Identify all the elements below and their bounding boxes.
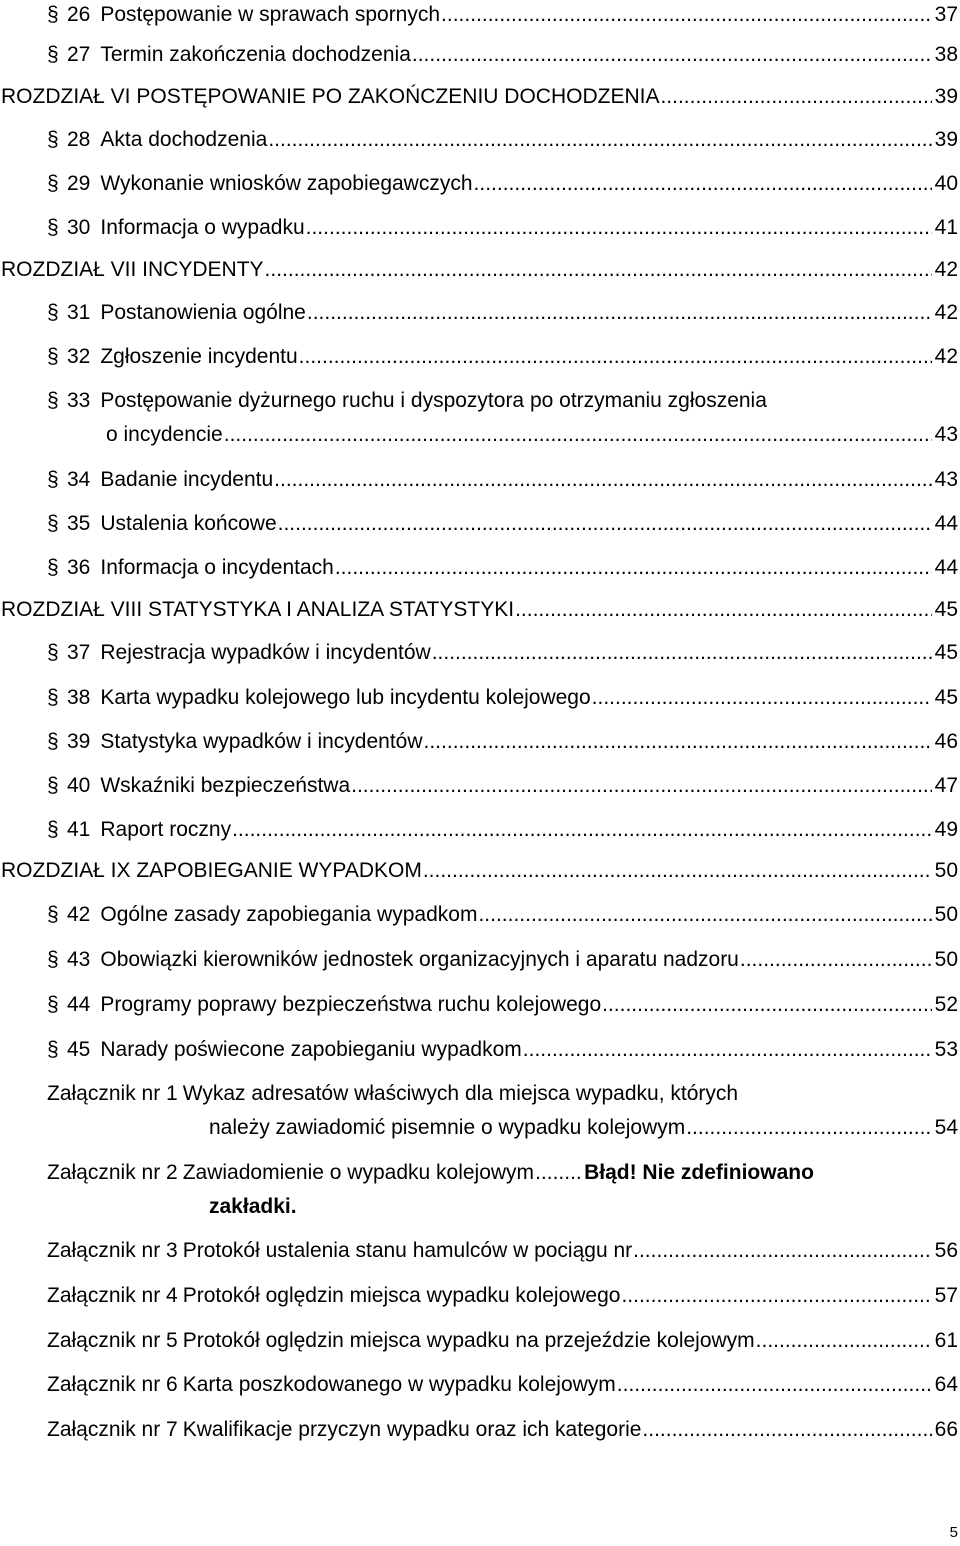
dot-leader bbox=[515, 595, 932, 625]
page-ref: 42 bbox=[934, 301, 958, 324]
toc-entry[interactable] bbox=[47, 298, 958, 328]
toc-entry-continuation[interactable] bbox=[106, 420, 958, 450]
bookmark-error-continuation: zakładki. bbox=[209, 1195, 297, 1218]
section-number: 45 bbox=[67, 1038, 91, 1061]
section-number: 40 bbox=[67, 774, 91, 797]
annex-title: Protokół oględzin miejsca wypadku kolejowego bbox=[182, 1284, 621, 1307]
annex-label: Załącznik nr 6 bbox=[47, 1373, 178, 1396]
annex-label: Załącznik nr 2 bbox=[47, 1161, 178, 1184]
section-number: 43 bbox=[67, 948, 91, 971]
toc-entry[interactable] bbox=[47, 683, 958, 713]
dot-leader bbox=[602, 990, 932, 1020]
dot-leader bbox=[535, 1158, 581, 1188]
dot-leader bbox=[686, 1113, 931, 1143]
annex-label: Załącznik nr 7 bbox=[47, 1418, 178, 1441]
bookmark-error: Błąd! Nie zdefiniowano bbox=[584, 1161, 814, 1184]
page-ref: 50 bbox=[934, 948, 958, 971]
toc-entry[interactable] bbox=[47, 213, 958, 243]
dot-leader bbox=[268, 125, 931, 155]
dot-leader bbox=[660, 82, 931, 112]
toc-annex[interactable] bbox=[47, 1415, 958, 1445]
dot-leader bbox=[232, 815, 932, 845]
toc-chapter[interactable] bbox=[1, 82, 958, 112]
entry-title: Karta wypadku kolejowego lub incydentu kolejowego bbox=[100, 686, 591, 709]
annex-title: Karta poszkodowanego w wypadku kolejowym bbox=[182, 1373, 616, 1396]
paragraph-icon: § bbox=[47, 993, 59, 1016]
page-ref: 41 bbox=[934, 216, 958, 239]
paragraph-icon: § bbox=[47, 730, 59, 753]
page-ref: 43 bbox=[934, 423, 958, 446]
chapter-title: ROZDZIAŁ VIII STATYSTYKA I ANALIZA STATYSTYKI bbox=[1, 598, 515, 621]
page-ref: 38 bbox=[934, 43, 958, 66]
toc-entry[interactable] bbox=[47, 945, 958, 975]
paragraph-icon: § bbox=[47, 172, 59, 195]
page-ref: 45 bbox=[934, 641, 958, 664]
toc-entry[interactable] bbox=[47, 169, 958, 199]
annex-title: Wykaz adresatów właściwych dla miejsca wypadku, których bbox=[182, 1082, 739, 1105]
page-ref: 56 bbox=[934, 1239, 958, 1262]
dot-leader bbox=[617, 1370, 932, 1400]
page-ref: 53 bbox=[934, 1038, 958, 1061]
entry-title: Raport roczny bbox=[100, 818, 232, 841]
paragraph-icon: § bbox=[47, 641, 59, 664]
toc-entry[interactable] bbox=[47, 40, 958, 70]
dot-leader bbox=[306, 213, 932, 243]
paragraph-icon: § bbox=[47, 216, 59, 239]
annex-label: Załącznik nr 1 bbox=[47, 1082, 178, 1105]
annex-label: Załącznik nr 4 bbox=[47, 1284, 178, 1307]
section-number: 31 bbox=[67, 301, 91, 324]
page-ref: 54 bbox=[934, 1116, 958, 1139]
section-number: 38 bbox=[67, 686, 91, 709]
paragraph-icon: § bbox=[47, 1038, 59, 1061]
paragraph-icon: § bbox=[47, 468, 59, 491]
entry-title: Badanie incydentu bbox=[100, 468, 274, 491]
entry-title: Programy poprawy bezpieczeństwa ruchu kolejowego bbox=[100, 993, 602, 1016]
page-ref: 46 bbox=[934, 730, 958, 753]
chapter-title: ROZDZIAŁ VI POSTĘPOWANIE PO ZAKOŃCZENIU DOCHODZENIA bbox=[1, 85, 660, 108]
page-ref: 64 bbox=[934, 1373, 958, 1396]
section-number: 42 bbox=[67, 903, 91, 926]
chapter-title: ROZDZIAŁ IX ZAPOBIEGANIE WYPADKOM bbox=[1, 859, 422, 882]
paragraph-icon: § bbox=[47, 556, 59, 579]
entry-title: Statystyka wypadków i incydentów bbox=[100, 730, 423, 753]
paragraph-icon: § bbox=[47, 128, 59, 151]
toc-annex[interactable] bbox=[47, 1158, 958, 1188]
toc-entry[interactable] bbox=[47, 342, 958, 372]
paragraph-icon: § bbox=[47, 43, 59, 66]
annex-label: Załącznik nr 5 bbox=[47, 1329, 178, 1352]
dot-leader bbox=[432, 638, 932, 668]
paragraph-icon: § bbox=[47, 345, 59, 368]
paragraph-icon: § bbox=[47, 948, 59, 971]
annex-label: Załącznik nr 3 bbox=[47, 1239, 178, 1262]
entry-title: Ogólne zasady zapobiegania wypadkom bbox=[100, 903, 478, 926]
dot-leader bbox=[224, 420, 932, 450]
page-ref: 49 bbox=[934, 818, 958, 841]
entry-title: Obowiązki kierowników jednostek organizacyjnych i aparatu nadzoru bbox=[100, 948, 739, 971]
toc-entry[interactable] bbox=[47, 771, 958, 801]
dot-leader bbox=[642, 1415, 931, 1445]
annex-title: Zawiadomienie o wypadku kolejowym bbox=[182, 1161, 535, 1184]
paragraph-icon: § bbox=[47, 903, 59, 926]
entry-title: Wskaźniki bezpieczeństwa bbox=[100, 774, 351, 797]
section-number: 28 bbox=[67, 128, 91, 151]
entry-title: Zgłoszenie incydentu bbox=[100, 345, 298, 368]
page-ref: 45 bbox=[934, 598, 958, 621]
dot-leader bbox=[478, 900, 931, 930]
toc-annex-continuation[interactable] bbox=[209, 1113, 958, 1143]
annex-title: Protokół oględzin miejsca wypadku na przejeździe kolejowym bbox=[182, 1329, 755, 1352]
toc-annex-continuation bbox=[209, 1192, 958, 1222]
dot-leader bbox=[756, 1326, 932, 1356]
page-ref: 43 bbox=[934, 468, 958, 491]
dot-leader bbox=[424, 727, 932, 757]
dot-leader bbox=[633, 1236, 932, 1266]
section-number: 37 bbox=[67, 641, 91, 664]
entry-title: Akta dochodzenia bbox=[100, 128, 268, 151]
dot-leader bbox=[265, 255, 932, 285]
page-ref: 39 bbox=[934, 128, 958, 151]
toc-entry[interactable] bbox=[47, 125, 958, 155]
section-number: 35 bbox=[67, 512, 91, 535]
section-number: 41 bbox=[67, 818, 91, 841]
toc-entry[interactable] bbox=[47, 900, 958, 930]
toc-annex[interactable] bbox=[47, 1079, 958, 1109]
section-number: 27 bbox=[67, 43, 91, 66]
toc-annex[interactable] bbox=[47, 1326, 958, 1356]
entry-title: Postępowanie w sprawach spornych bbox=[100, 3, 441, 26]
dot-leader bbox=[523, 1035, 932, 1065]
page-ref: 52 bbox=[934, 993, 958, 1016]
section-number: 33 bbox=[67, 389, 91, 412]
dot-leader bbox=[299, 342, 932, 372]
toc-entry[interactable] bbox=[47, 638, 958, 668]
chapter-title: ROZDZIAŁ VII INCYDENTY bbox=[1, 258, 264, 281]
page-ref: 40 bbox=[934, 172, 958, 195]
annex-title-continuation: należy zawiadomić pisemnie o wypadku kolejowym bbox=[209, 1116, 686, 1139]
dot-leader bbox=[474, 169, 932, 199]
dot-leader bbox=[740, 945, 932, 975]
dot-leader bbox=[307, 298, 932, 328]
annex-title: Protokół ustalenia stanu hamulców w pociągu nr bbox=[182, 1239, 633, 1262]
toc-chapter[interactable] bbox=[1, 595, 958, 625]
dot-leader bbox=[274, 465, 931, 495]
entry-title: Postępowanie dyżurnego ruchu i dyspozytora po otrzymaniu zgłoszenia bbox=[100, 389, 767, 412]
entry-title: Termin zakończenia dochodzenia bbox=[100, 43, 411, 66]
page-ref: 39 bbox=[934, 85, 958, 108]
page-ref: 50 bbox=[934, 903, 958, 926]
section-number: 34 bbox=[67, 468, 91, 491]
entry-title: Wykonanie wniosków zapobiegawczych bbox=[100, 172, 473, 195]
page-ref: 44 bbox=[934, 512, 958, 535]
section-number: 29 bbox=[67, 172, 91, 195]
section-number: 44 bbox=[67, 993, 91, 1016]
page-ref: 50 bbox=[934, 859, 958, 882]
toc-annex[interactable] bbox=[47, 1370, 958, 1400]
paragraph-icon: § bbox=[47, 512, 59, 535]
paragraph-icon: § bbox=[47, 301, 59, 324]
toc-entry[interactable] bbox=[47, 727, 958, 757]
page-ref: 66 bbox=[934, 1418, 958, 1441]
paragraph-icon: § bbox=[47, 686, 59, 709]
page-ref: 42 bbox=[934, 345, 958, 368]
paragraph-icon: § bbox=[47, 774, 59, 797]
dot-leader bbox=[278, 509, 932, 539]
section-number: 30 bbox=[67, 216, 91, 239]
toc-entry[interactable] bbox=[47, 1035, 958, 1065]
page-ref: 44 bbox=[934, 556, 958, 579]
dot-leader bbox=[592, 683, 932, 713]
entry-title: Postanowienia ogólne bbox=[100, 301, 306, 324]
toc-entry[interactable] bbox=[47, 465, 958, 495]
toc-chapter[interactable] bbox=[1, 856, 958, 886]
dot-leader bbox=[621, 1281, 931, 1311]
entry-title: Ustalenia końcowe bbox=[100, 512, 277, 535]
paragraph-icon: § bbox=[47, 389, 59, 412]
toc-entry[interactable] bbox=[47, 990, 958, 1020]
paragraph-icon: § bbox=[47, 818, 59, 841]
entry-title: Narady poświecone zapobieganiu wypadkom bbox=[100, 1038, 522, 1061]
page-number: 5 bbox=[949, 1524, 958, 1541]
dot-leader bbox=[441, 0, 932, 30]
toc-annex[interactable] bbox=[47, 1236, 958, 1266]
paragraph-icon: § bbox=[47, 3, 59, 26]
dot-leader bbox=[351, 771, 932, 801]
page-ref: 45 bbox=[934, 686, 958, 709]
toc-entry[interactable] bbox=[47, 509, 958, 539]
entry-title-continuation: o incydencie bbox=[106, 423, 223, 446]
section-number: 36 bbox=[67, 556, 91, 579]
toc-annex[interactable] bbox=[47, 1281, 958, 1311]
toc-entry[interactable] bbox=[47, 553, 958, 583]
section-number: 39 bbox=[67, 730, 91, 753]
toc-chapter[interactable] bbox=[1, 255, 958, 285]
toc-entry[interactable] bbox=[47, 0, 958, 30]
section-number: 32 bbox=[67, 345, 91, 368]
annex-title: Kwalifikacje przyczyn wypadku oraz ich kategorie bbox=[182, 1418, 642, 1441]
dot-leader bbox=[423, 856, 932, 886]
toc-entry[interactable] bbox=[47, 815, 958, 845]
page-ref: 57 bbox=[934, 1284, 958, 1307]
section-number: 26 bbox=[67, 3, 91, 26]
dot-leader bbox=[412, 40, 932, 70]
page-ref: 37 bbox=[934, 3, 958, 26]
dot-leader bbox=[335, 553, 932, 583]
toc-entry[interactable] bbox=[47, 386, 958, 416]
page-ref: 47 bbox=[934, 774, 958, 797]
entry-title: Informacja o wypadku bbox=[100, 216, 305, 239]
entry-title: Informacja o incydentach bbox=[100, 556, 334, 579]
page-ref: 61 bbox=[934, 1329, 958, 1352]
page-ref: 42 bbox=[934, 258, 958, 281]
entry-title: Rejestracja wypadków i incydentów bbox=[100, 641, 431, 664]
